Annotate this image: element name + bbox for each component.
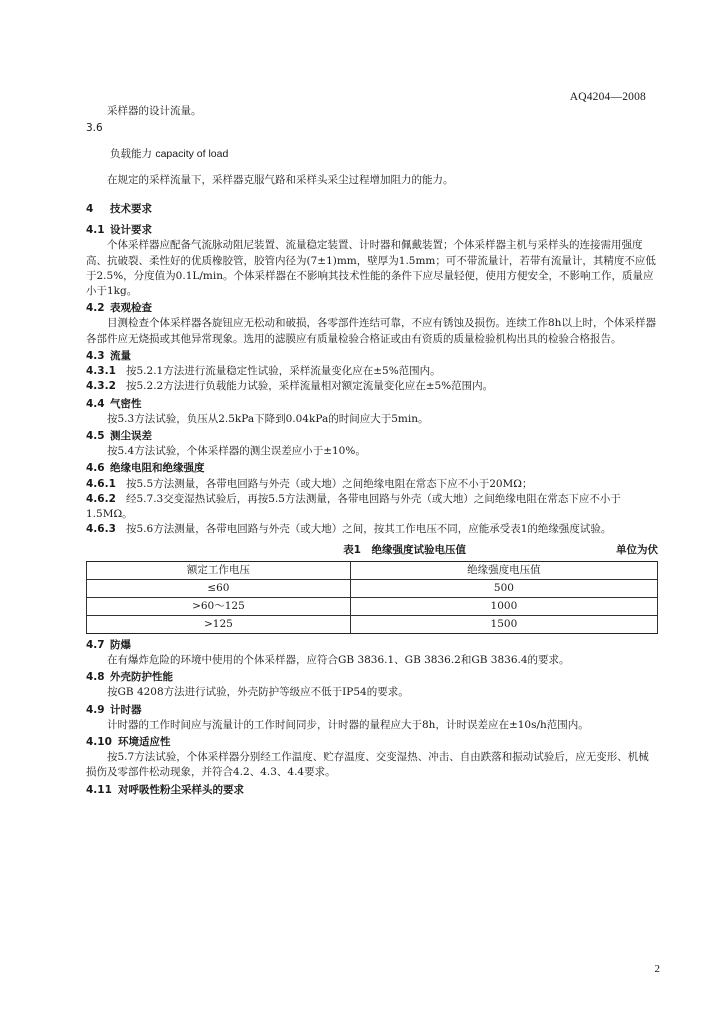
s4-11-heading: 4.11 对呼吸性粉尘采样头的要求: [86, 783, 244, 796]
clause-3-6-term: [110, 147, 658, 162]
s4-7-heading: 4.7 防爆: [86, 638, 131, 651]
s4-1-heading: 4.1 设计要求: [86, 224, 152, 237]
s4-5-text: 按5.4方法试验，个体采样器的测尘误差应小于±10%。: [107, 445, 366, 458]
standard-code: AQ4204—2008: [569, 91, 646, 103]
term-cn: 负载能力: [110, 147, 152, 160]
table-1-unit: 单位为伏: [616, 544, 658, 557]
table-cell: >125: [87, 615, 351, 633]
table-cell: 500: [350, 579, 657, 597]
table-cell: 1000: [350, 597, 657, 615]
table-1-title: 表1 绝缘强度试验电压值: [343, 544, 466, 557]
s4-4-heading: 4.4 气密性: [86, 397, 142, 410]
s4-3-heading: 4.3 流量: [86, 349, 131, 362]
s4-9-heading: 4.9 计时器: [86, 703, 142, 716]
s4-3-1: 4.3.1 按5.2.1方法进行流量稳定性试验，采样流量变化应在±5%范围内。: [86, 365, 441, 378]
table-header-row: [87, 561, 658, 579]
s4-6-2: 4.6.2 经5.7.3交变湿热试验后，再按5.5方法测量，各带电回路与外壳（或大地）之间绝缘电阻在常态下应不小于1.5MΩ。: [86, 492, 621, 521]
s4-2-heading: 4.2 表观检查: [86, 302, 152, 315]
table-header-cell: 绝缘强度电压值: [350, 561, 657, 579]
term-en: capacity of load: [155, 147, 229, 160]
clause-3-6-definition: 在规定的采样流量下，采样器克服气路和采样头采尘过程增加阻力的能力。: [107, 173, 454, 186]
s4-6-1: 4.6.1 按5.5方法测量，各带电回路与外壳（或大地）之间绝缘电阻在常态下应不小于20MΩ；: [86, 477, 533, 490]
s4-7-text: 在有爆炸危险的环境中使用的个体采样器，应符合GB 3836.1、GB 3836.2和GB 3836.4的要求。: [107, 653, 570, 666]
section-4-heading: 4 技术要求: [86, 202, 152, 215]
table-row: [87, 579, 658, 597]
s4-1-text: 个体采样器应配备气流脉动阻尼装置、流量稳定装置、计时器和佩戴装置；个体采样器主机与采样头的连接需用强度高、抗破裂、柔性好的优质橡胶管，胶管内径为(7±1)mm，壁厚为1.5mm；可不带流量计，若带有流量计，其精度不应低于2.5%，分度值为0.1L/min。个体采样器在不影响其技术性能的条件下应尽量轻便，使用方便安全，不影响工作，质量应小于1kg。: [86, 239, 656, 297]
s4-6-heading: 4.6 绝缘电阻和绝缘强度: [86, 462, 205, 475]
insulation-voltage-table: [86, 561, 658, 634]
s4-8-text: 按GB 4208方法进行试验，外壳防护等级应不低于IP54的要求。: [107, 686, 409, 699]
table-cell: >60～125: [87, 597, 351, 615]
s4-8-heading: 4.8 外壳防护性能: [86, 671, 173, 684]
table-row: [87, 615, 658, 633]
table-1-caption: [86, 543, 658, 558]
s4-10-heading: 4.10 环境适应性: [86, 736, 171, 748]
s4-2-text: 目测检查个体采样器各旋钮应无松动和破损，各零部件连结可靠，不应有锈蚀及损伤。连续工作8h以上时，个体采样器各部件应无烧损或其他异常现象。选用的滤膜应有质量检验合格证或由有资质的质量检验机构出具的检验合格报告。: [86, 317, 656, 345]
table-header-cell: 额定工作电压: [87, 561, 351, 579]
clause-3-6-number: 3.6: [86, 122, 103, 135]
intro-fragment: 采样器的设计流量。: [107, 105, 202, 117]
table-cell: 1500: [350, 615, 657, 633]
s4-3-2: 4.3.2 按5.2.2方法进行负载能力试验，采样流量相对额定流量变化应在±5%范围内。: [86, 380, 494, 393]
table-row: [87, 597, 658, 615]
s4-5-heading: 4.5 测尘误差: [86, 429, 152, 442]
s4-4-text: 按5.3方法试验，负压从2.5kPa下降到0.04kPa的时间应大于5min。: [107, 412, 429, 425]
s4-9-text: 计时器的工作时间应与流量计的工作时间同步，计时器的量程应大于8h，计时误差应在±10s/h范围内。: [107, 718, 589, 731]
s4-6-3: 4.6.3 按5.6方法测量，各带电回路与外壳（或大地）之间，按其工作电压不同，应能承受表1的绝缘强度试验。: [86, 523, 612, 536]
s4-10-text: 按5.7方法试验，个体采样器分别经工作温度、贮存温度、交变湿热、冲击、自由跌落和振动试验后，应无变形、机械损伤及零部件松动现象，并符合4.2、4.3、4.4要求。: [86, 751, 649, 779]
document-body: [86, 104, 658, 798]
page-number: 2: [654, 963, 660, 975]
table-cell: ≤60: [87, 579, 351, 597]
